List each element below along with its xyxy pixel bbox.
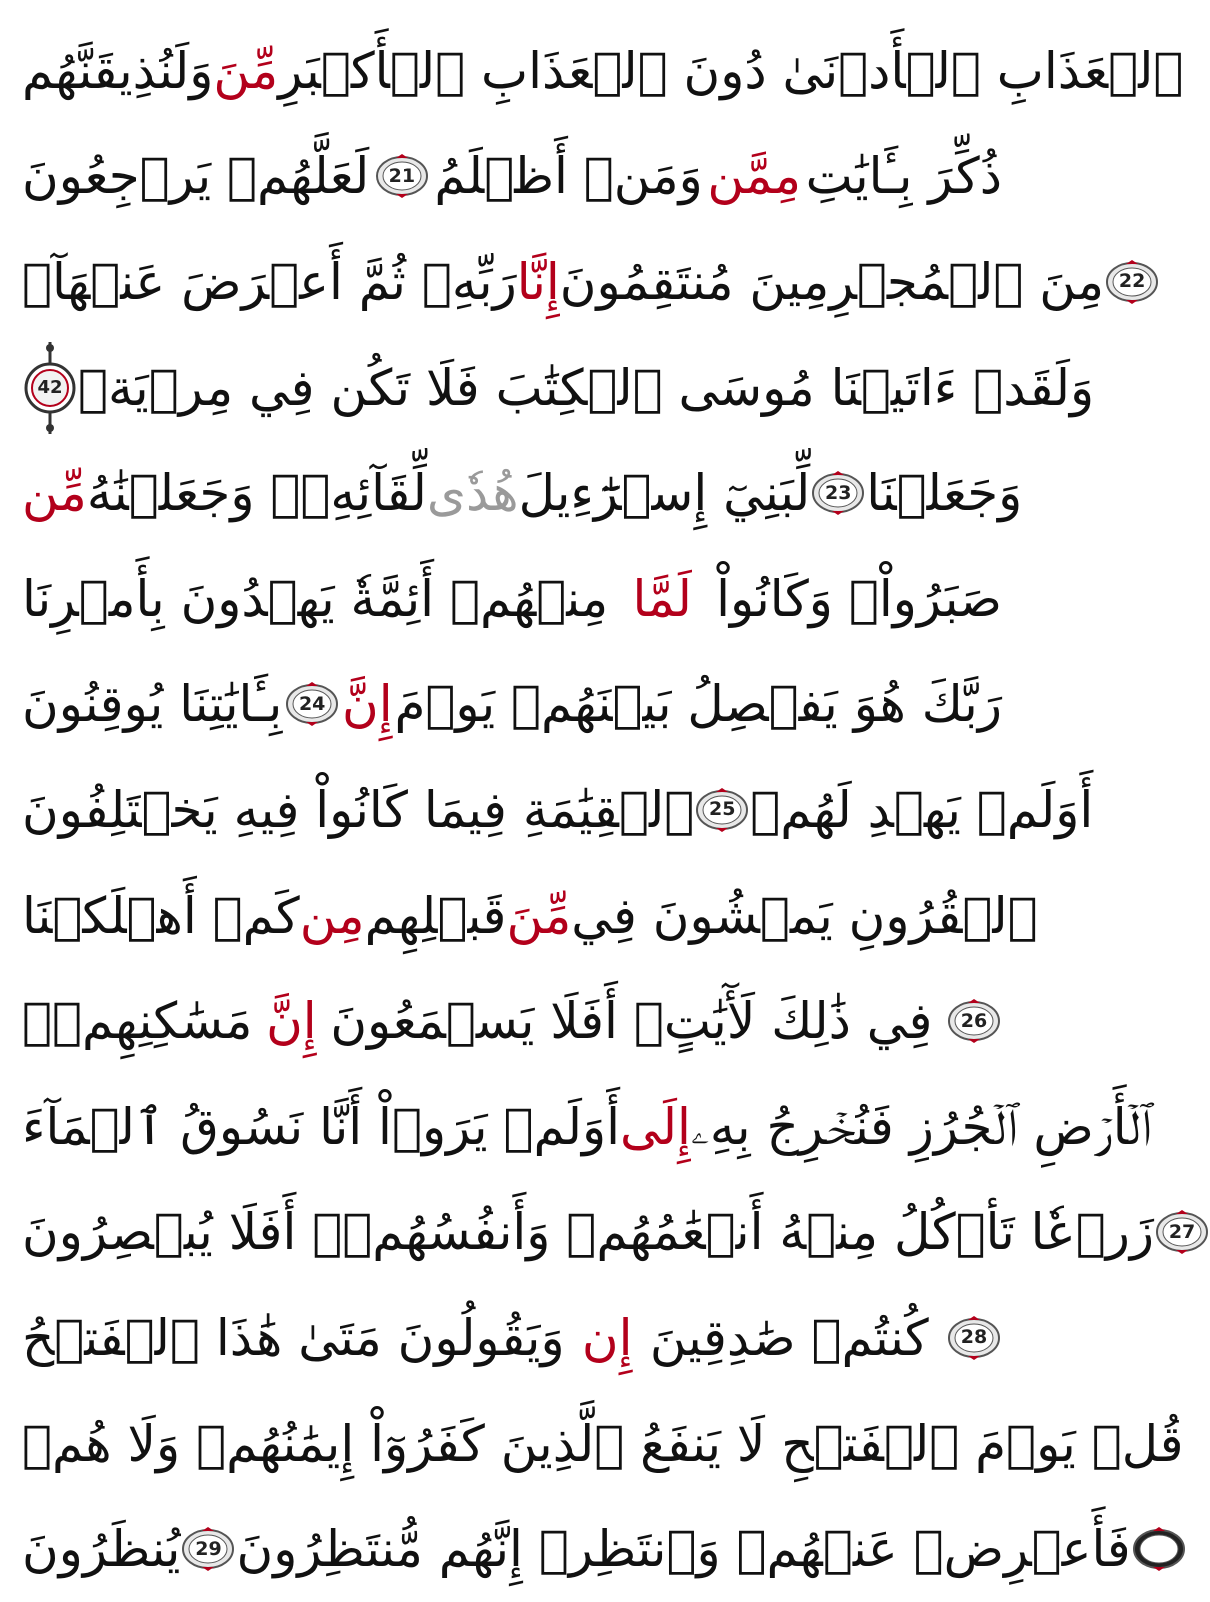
verse-text: وَمَنۡ أَظۡلَمُ <box>434 147 703 206</box>
verse-text: هُدٗى <box>426 464 519 523</box>
verse-text: لَعَلَّهُمۡ يَرۡجِعُونَ <box>22 147 370 206</box>
hizb-number: 42 <box>37 376 63 398</box>
verse-text: صَبَرُواْۖ وَكَانُواْ <box>716 569 1002 628</box>
ayah-number: 26 <box>960 1009 988 1032</box>
verse-text: يُنظَرُونَ <box>22 1520 181 1579</box>
text-line <box>22 1391 1184 1497</box>
verse-text: قُلۡ يَوۡمَ ٱلۡفَتۡحِ لَا يَنفَعُ ٱلَّذِينَ كَفَرُوٓاْ إِيمَٰنُهُمۡ وَلَا هُمۡ <box>22 1414 1184 1473</box>
verse-text: مِنۡهُمۡ أَئِمَّةٗ يَهۡدُونَ بِأَمۡرِنَا <box>22 569 609 628</box>
verse-text: لِّبَنِيٓ إِسۡرَٰٓءِيلَ <box>518 464 811 523</box>
ayah-number: 25 <box>708 798 736 821</box>
verse-text: فِي ذَٰلِكَ لَأٓيَٰتٍۚ أَفَلَا يَسۡمَعُونَ <box>330 992 933 1051</box>
verse-text: أَوَلَمۡ يَرَوۡاْ أَنَّا نَسُوقُ ٱلۡمَآءَ <box>22 1097 621 1156</box>
verse-text: وَلَقَدۡ ءَاتَيۡنَا مُوسَى ٱلۡكِتَٰبَ فَلَا تَكُن فِي مِرۡيَةٖ <box>78 358 1095 417</box>
verse-text: كَمۡ أَهۡلَكۡنَا <box>22 886 300 945</box>
text-line <box>22 863 1038 969</box>
text-line <box>22 1285 1002 1391</box>
ayah-number-marker <box>284 682 340 726</box>
ayah-number-marker <box>946 1316 1002 1360</box>
ayah-number-marker <box>946 999 1002 1043</box>
verse-text: رَبِّهِۦ ثُمَّ أَعۡرَضَ عَنۡهَآۚ <box>22 252 517 311</box>
verse-text: مِن <box>299 886 365 945</box>
ayah-number-marker <box>694 788 750 832</box>
verse-text: مِنَ ٱلۡمُجۡرِمِينَ مُنتَقِمُونَ <box>559 252 1105 311</box>
hizb-marker <box>22 340 78 436</box>
verse-text: مَسَٰكِنِهِمۡۚ <box>22 992 253 1051</box>
verse-text: إِنَّ <box>342 675 393 734</box>
verse-text: لَمَّا <box>632 569 692 628</box>
verse-text: مِّن <box>22 464 87 523</box>
text-line <box>22 1180 1196 1286</box>
ayah-number: 27 <box>1168 1220 1196 1243</box>
verse-text: وَيَقُولُونَ مَتَىٰ هَٰذَا ٱلۡفَتۡحُ <box>22 1308 565 1367</box>
verse-text: لِّقَآئِهِۦۖ وَجَعَلۡنَٰهُ <box>86 464 427 523</box>
verse-text: ٱلۡقُرُونِ يَمۡشُونَ فِي <box>571 886 1038 945</box>
verse-text: رَبَّكَ هُوَ يَفۡصِلُ بَيۡنَهُمۡ يَوۡمَ <box>394 675 1002 734</box>
verse-text: إِن <box>581 1308 633 1367</box>
text-line <box>22 335 1095 441</box>
ayah-number-marker <box>1104 260 1160 304</box>
ayah-number: 29 <box>195 1537 222 1560</box>
ayah-number: 22 <box>1118 270 1146 293</box>
verse-text: مِّنَ <box>506 886 572 945</box>
verse-text: كُنتُمۡ صَٰدِقِينَ <box>649 1308 929 1367</box>
verse-text: وَلَنُذِيقَنَّهُم <box>22 41 214 100</box>
text-line <box>22 652 1002 758</box>
verse-text: زَرۡعٗا تَأۡكُلُ مِنۡهُ أَنۡعَٰمُهُمۡ وَأَنفُسُهُمۡۚ أَفَلَا يُبۡصِرُونَ <box>22 1203 1155 1262</box>
verse-text: مِمَّن <box>707 147 802 206</box>
verse-text: أَوَلَمۡ يَهۡدِ لَهُمۡ <box>750 780 1094 839</box>
verse-text: ٱلۡأَرۡضِ ٱلۡجُرُزِ فَنُخۡرِجُ بِهِۦ <box>690 1097 1152 1156</box>
text-line <box>22 440 1023 546</box>
verse-text: وَجَعَلۡنَا <box>866 464 1023 523</box>
verse-text: ٱلۡعَذَابِ ٱلۡأَدۡنَىٰ دُونَ ٱلۡعَذَابِ ٱلۡأَكۡبَرِ <box>278 41 1184 100</box>
text-line <box>22 18 1184 124</box>
ayah-number-marker <box>1131 1527 1187 1571</box>
verse-text: فَأَعۡرِضۡ عَنۡهُمۡ وَٱنتَظِرۡ إِنَّهُم مُّنتَظِرُونَ <box>236 1520 1131 1579</box>
text-line <box>22 1496 1172 1602</box>
ayah-number-marker <box>1154 1210 1210 1254</box>
text-line <box>22 229 1146 335</box>
text-line <box>22 968 1002 1074</box>
verse-text: ٱلۡقِيَٰمَةِ فِيمَا كَانُواْ فِيهِ يَخۡتَلِفُونَ <box>22 780 695 839</box>
verse-text: إِلَى <box>620 1097 691 1156</box>
verse-text: إِنَّا <box>516 252 560 311</box>
text-line <box>22 124 1002 230</box>
ayah-number-marker <box>180 1527 236 1571</box>
verse-text: مِّنَ <box>213 41 279 100</box>
verse-text: إِنَّ <box>266 992 317 1051</box>
ayah-number: 24 <box>298 692 326 715</box>
ayah-number: 30 <box>1145 1537 1172 1560</box>
text-line <box>22 757 1094 863</box>
ayah-number-marker <box>810 471 866 515</box>
verse-text: قَبۡلِهِم <box>364 886 507 945</box>
ayah-number: 23 <box>825 481 852 504</box>
verse-text: ذُكِّرَ بِـَٔايَٰتِ <box>805 147 1002 206</box>
verse-text: بِـَٔايَٰتِنَا يُوقِنُونَ <box>22 675 283 734</box>
ayah-number: 28 <box>960 1326 988 1349</box>
text-line <box>22 546 1002 652</box>
ayah-number-marker <box>374 154 430 198</box>
ayah-number: 21 <box>388 164 416 187</box>
text-line <box>22 1074 1152 1180</box>
